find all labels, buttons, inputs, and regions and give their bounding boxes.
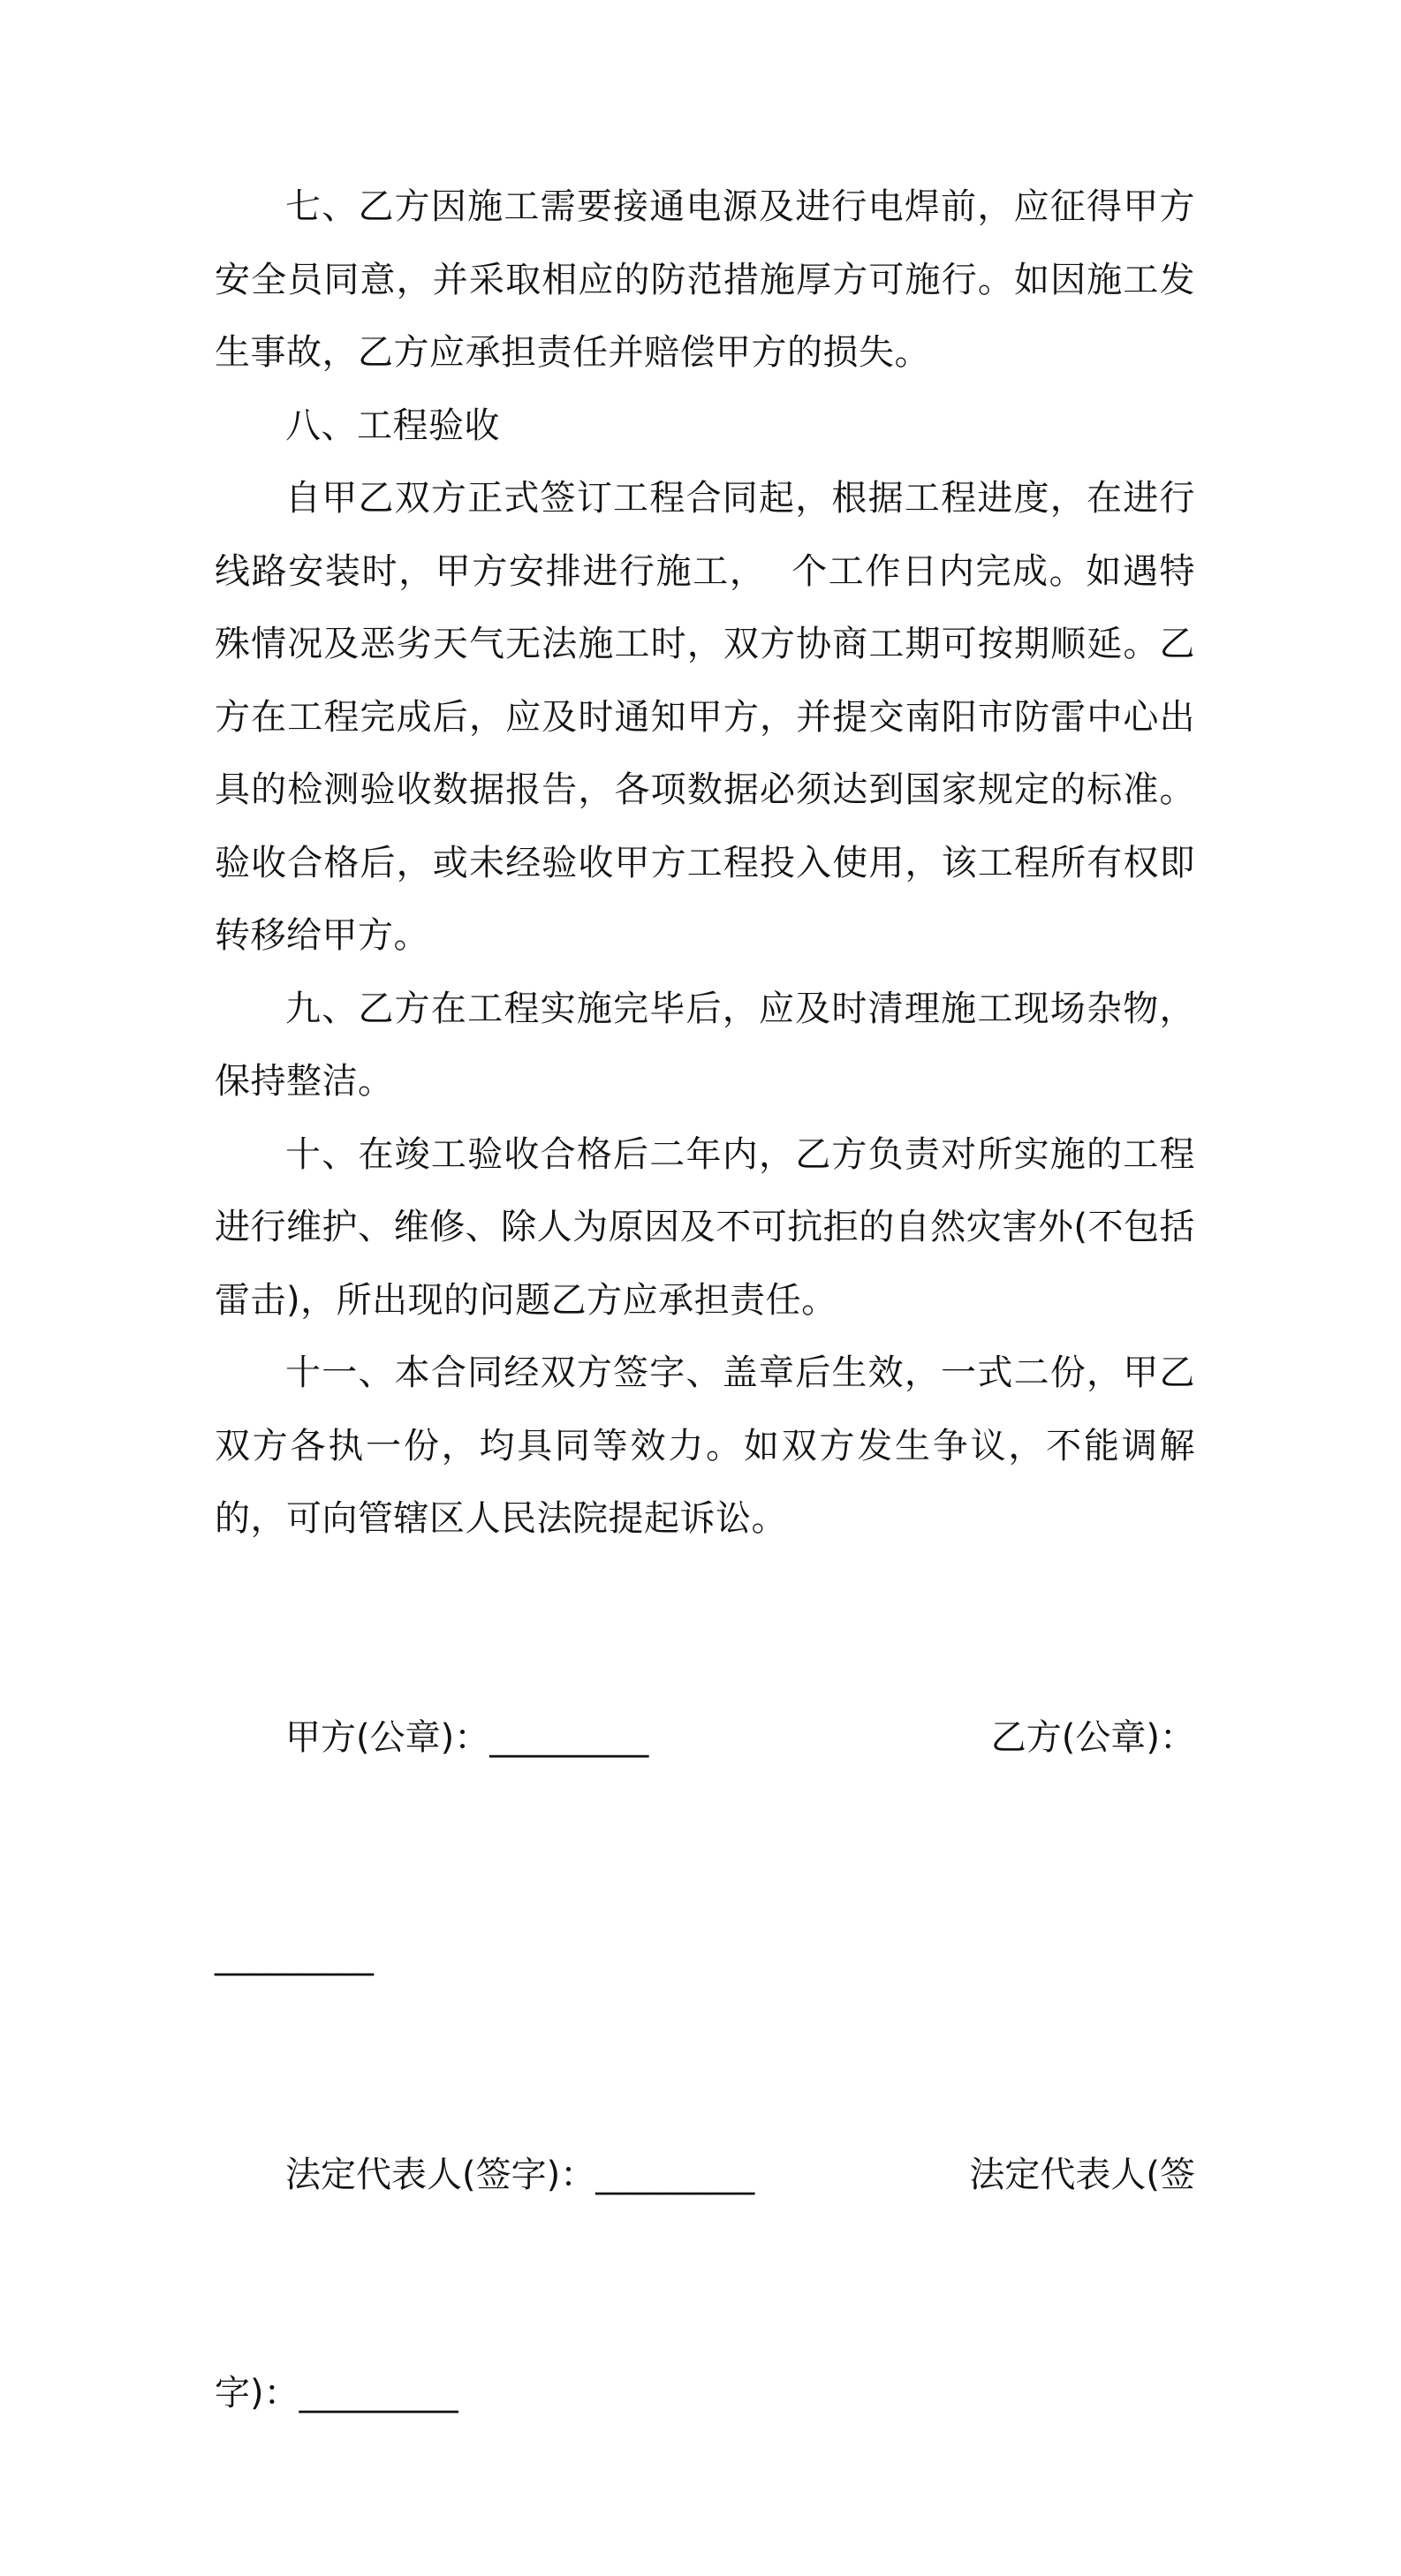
signature-block: [215, 1556, 1195, 2576]
seal-line-continued: [215, 1920, 1195, 1993]
clause-9: 九、乙方在工程实施完毕后，应及时清理施工现场杂物，保持整洁。: [215, 988, 1195, 1102]
party-a-representative: 法定代表人(签字)：_________: [285, 2154, 755, 2195]
clause-10: 十、在竣工验收合格后二年内，乙方负责对所实施的工程进行维护、维修、除人为原因及不可抗拒的自然灾害外(不包括雷击)，所出现的问题乙方应承担责任。: [215, 1133, 1195, 1321]
party-b-seal: 乙方(公章)：: [990, 1716, 1195, 1758]
party-b-representative-cont: 字)：_________: [215, 2373, 458, 2413]
clause-7: 七、乙方因施工需要接通电源及进行电焊前，应征得甲方安全员同意，并采取相应的防范措施厚方可施行。如因施工发生事故，乙方应承担责任并赔偿甲方的损失。: [215, 186, 1195, 373]
clause-8-body: 自甲乙双方正式签订工程合同起，根据工程进度，在进行线路安装时，甲方安排进行施工， 个工作日内完成。如遇特殊情况及恶劣天气无法施工时，双方协商工期可按期顺延。乙方在工程完成后，应及时通知甲方，并提交南阳市防雷中心出具的检测验收数据报告，各项数据必须达到国家规定的标准。验收合格后，或未经验收甲方工程投入使用，该工程所有权即转移给甲方。: [215, 478, 1195, 956]
clause-8-heading: 八、工程验收: [285, 405, 500, 446]
seal-line: [215, 1701, 1195, 1775]
party-a-seal: 甲方(公章)：_________: [285, 1716, 649, 1758]
representative-line-continued: [215, 2357, 1195, 2430]
clause-11: 十一、本合同经双方签字、盖章后生效，一式二份，甲乙双方各执一份，均具同等效力。如双方发生争议，不能调解的，可向管辖区人民法院提起诉讼。: [215, 1352, 1195, 1539]
document-page: [215, 170, 1195, 2576]
party-b-seal-blank: _________: [215, 1936, 374, 1976]
representative-line: [215, 2139, 1195, 2212]
party-b-representative: 法定代表人(签: [969, 2154, 1195, 2195]
